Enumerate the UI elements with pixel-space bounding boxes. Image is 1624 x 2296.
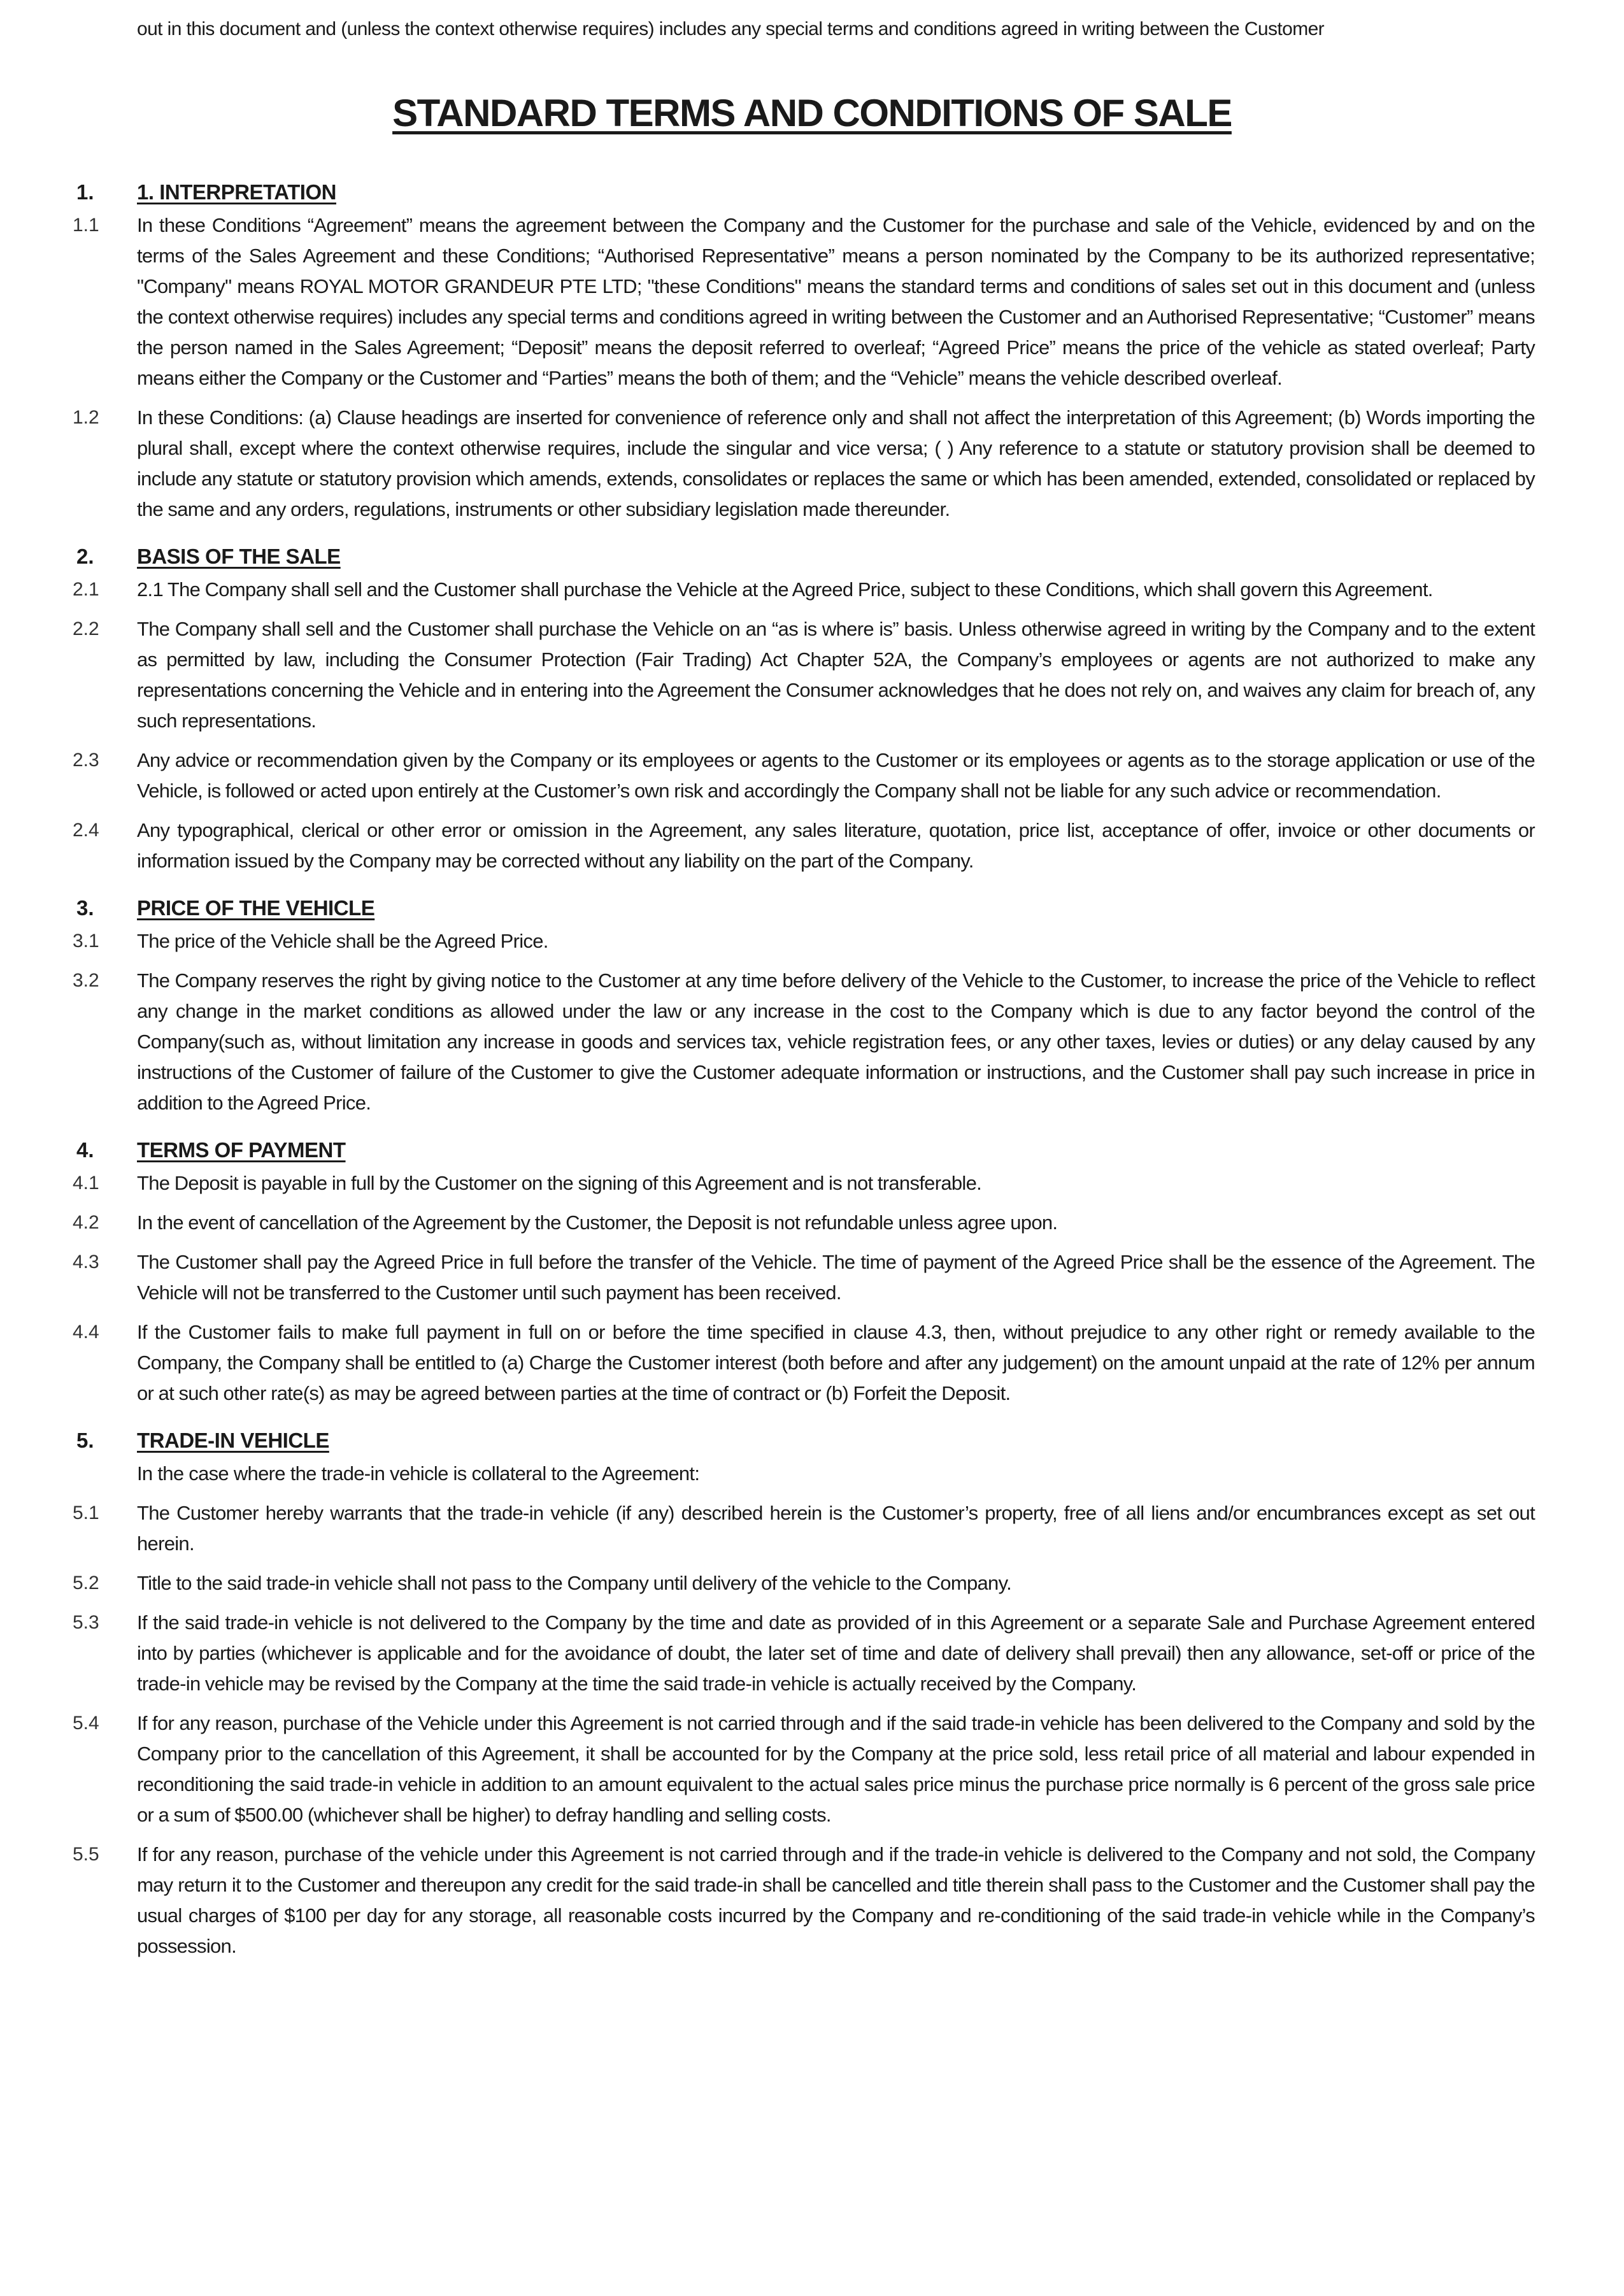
clause-number: 1.1 [73,215,99,236]
clause-number: 5.4 [73,1713,99,1734]
section [0,541,1624,876]
clause-text: The Company shall sell and the Customer shall purchase the Vehicle on an “as is where is” basis. Unless otherwise agreed in writing by the Company and to the extent as permitted by law, including the Consumer Protection (Fair Trading) Act Chapter 52A, the Company’s employees or agents are not authorized to make any representations concerning the Vehicle and in entering into the Agreement the Consumer acknowledges that he does not rely on, and waives any claim for breach of, any such representations. [137,618,1535,732]
section-number: 5. [76,1429,94,1452]
clause [0,815,1624,876]
document-title [0,88,1624,139]
section-heading: TRADE-IN VEHICLE [137,1429,329,1452]
section-heading: TERMS OF PAYMENT [137,1138,346,1162]
section [0,1135,1624,1409]
clause [0,966,1624,1118]
section-heading: PRICE OF THE VEHICLE [137,896,375,920]
section-number: 2. [76,545,94,568]
clause [0,1608,1624,1699]
clause-number: 1.2 [73,407,99,428]
clause-number: 4.1 [73,1173,99,1194]
section-heading: BASIS OF THE SALE [137,545,341,568]
section [0,177,1624,525]
section-number: 1. [76,180,94,204]
clause [0,1247,1624,1308]
clause [0,1708,1624,1830]
document-title-text: STANDARD TERMS AND CONDITIONS OF SALE [392,92,1232,134]
clause-number: 5.5 [73,1844,99,1865]
clause-text: Any typographical, clerical or other error or omission in the Agreement, any sales literature, quotation, price list, acceptance of offer, invoice or other documents or information issued by the Company may be corrected without any liability on the part of the Company. [137,819,1535,872]
clause-text: The Customer hereby warrants that the trade-in vehicle (if any) described herein is the Customer’s property, free of all liens and/or encumbrances except as set out herein. [137,1502,1535,1555]
clause-text: The Company reserves the right by giving notice to the Customer at any time before delivery of the Vehicle to the Customer, to increase the price of the Vehicle to reflect any change in the market conditions as allowed under the law or any increase in the cost to the Company which is due to any factor beyond the control of the Company(such as, without limitation any increase in goods and services tax, vehicle registration fees, or any other taxes, levies or duties) or any delay caused by any instructions of the Customer of failure of the Customer to give the Customer adequate information or instructions, and the Customer shall pay such increase in price in addition to the Agreed Price. [137,969,1535,1114]
clause [0,1498,1624,1559]
clause [0,926,1624,957]
clause-number: 4.4 [73,1322,99,1343]
section-heading: 1. INTERPRETATION [137,180,336,204]
clause-text: If the said trade-in vehicle is not delivered to the Company by the time and date as provided of in this Agreement or a separate Sale and Purchase Agreement entered into by parties (whichever is applicable and for the avoidance of doubt, the later set of time and date of delivery shall prevail) then any allowance, set-off or price of the trade-in vehicle may be revised by the Company at the time the said trade-in vehicle is actually received by the Company. [137,1611,1535,1695]
clause-text: If the Customer fails to make full payment in full on or before the time specified in clause 4.3, then, without prejudice to any other right or remedy available to the Company, the Company shall be entitled to (a) Charge the Customer interest (both before and after any judgement) on the amount unpaid at the rate of 12% per annum or at such other rate(s) as may be agreed between parties at the time of contract or (b) Forfeit the Deposit. [137,1321,1535,1404]
clause [0,1317,1624,1409]
terms-content [0,177,1624,1978]
clause-number: 5.1 [73,1502,99,1523]
clause-text: In the event of cancellation of the Agreement by the Customer, the Deposit is not refundable unless agree upon. [137,1211,1058,1234]
section-heading-row [0,541,1624,572]
clause-text: The price of the Vehicle shall be the Agreed Price. [137,930,548,952]
clause-number: 5.2 [73,1572,99,1594]
section-heading-row [0,177,1624,208]
section [0,893,1624,1118]
clause-text: Title to the said trade-in vehicle shall not pass to the Company until delivery of the vehicle to the Company. [137,1572,1011,1594]
clause-text: 2.1 The Company shall sell and the Customer shall purchase the Vehicle at the Agreed Price, subject to these Conditions, which shall govern this Agreement. [137,578,1433,601]
clause-text: If for any reason, purchase of the vehicle under this Agreement is not carried through and if the trade-in vehicle is delivered to the Company and not sold, the Company may return it to the Customer and thereupon any credit for the said trade-in shall be cancelled and title therein shall pass to the Customer and the Customer shall pay the usual charges of $100 per day for any storage, all reasonable costs incurred by the Company and re-conditioning of the said trade-in vehicle while in the Company’s possession. [137,1843,1535,1957]
section-heading-row [0,1425,1624,1456]
carryover-text-fragment: out in this document and (unless the context otherwise requires) includes any special terms and conditions agreed in writing between the Customer [137,18,1325,39]
clause-number: 4.2 [73,1212,99,1233]
clause-text: Any advice or recommendation given by the Company or its employees or agents to the Customer or its employees or agents as to the storage application or use of the Vehicle, is followed or acted upon entirely at the Customer’s own risk and accordingly the Company shall not be liable for any such advice or recommendation. [137,749,1535,802]
clause [0,1839,1624,1962]
clause-text: In these Conditions: (a) Clause headings are inserted for convenience of reference only and shall not affect the interpretation of this Agreement; (b) Words importing the plural shall, except where the context otherwise requires, include the singular and vice versa; ( ) Any reference to a statute or statutory provision shall be deemed to include any statute or statutory provision which amends, extends, consolidates or replaces the same or which has been amended, extended, consolidated or replaced by the same and any orders, regulations, instruments or other subsidiary legislation made thereunder. [137,406,1535,520]
section-number: 4. [76,1138,94,1162]
clause-number: 3.1 [73,931,99,952]
clause [0,1168,1624,1199]
clause-number: 3.2 [73,970,99,991]
clause [0,1208,1624,1238]
clause [0,745,1624,806]
clause-number: 2.3 [73,750,99,771]
section-intro: In the case where the trade-in vehicle is collateral to the Agreement: [137,1462,700,1485]
clause-text: In these Conditions “Agreement” means the agreement between the Company and the Customer for the purchase and sale of the Vehicle, evidenced by and on the terms of the Sales Agreement and these Conditions; “Authorised Representative” means a person nominated by the Company to be its authorized representative; "Company" means ROYAL MOTOR GRANDEUR PTE LTD; "these Conditions" means the standard terms and conditions of sales set out in this document and (unless the context otherwise requires) includes any special terms and conditions agreed in writing between the Customer and an Authorised Representative; “Customer” means the person named in the Sales Agreement; “Deposit” means the deposit referred to overleaf; “Agreed Price” means the price of the vehicle as stated overleaf; Party means either the Company or the Customer and “Parties” means the both of them; and the “Vehicle” means the vehicle described overleaf. [137,214,1535,389]
clause-number: 2.2 [73,618,99,639]
clause-number: 2.1 [73,579,99,600]
section [0,1425,1624,1962]
section-number: 3. [76,896,94,920]
section-heading-row [0,893,1624,923]
clause [0,614,1624,736]
clause-text: If for any reason, purchase of the Vehicle under this Agreement is not carried through and if the said trade-in vehicle has been delivered to the Company and sold by the Company prior to the cancellation of this Agreement, it shall be accounted for by the Company at the price sold, less retail price of all material and labour expended in reconditioning the said trade-in vehicle in addition to an amount equivalent to the actual sales price minus the purchase price normally is 6 percent of the gross sale price or a sum of $500.00 (whichever shall be higher) to defray handling and selling costs. [137,1712,1535,1826]
clause-text: The Customer shall pay the Agreed Price in full before the transfer of the Vehicle. The time of payment of the Agreed Price shall be the essence of the Agreement. The Vehicle will not be transferred to the Customer until such payment has been received. [137,1251,1535,1304]
clause-text: The Deposit is payable in full by the Customer on the signing of this Agreement and is not transferable. [137,1172,982,1194]
clause [0,210,1624,394]
section-heading-row [0,1135,1624,1166]
clause [0,574,1624,605]
clause-number: 4.3 [73,1251,99,1273]
clause-number: 2.4 [73,820,99,841]
clause-number: 5.3 [73,1612,99,1633]
clause [0,1568,1624,1599]
clause [0,403,1624,525]
